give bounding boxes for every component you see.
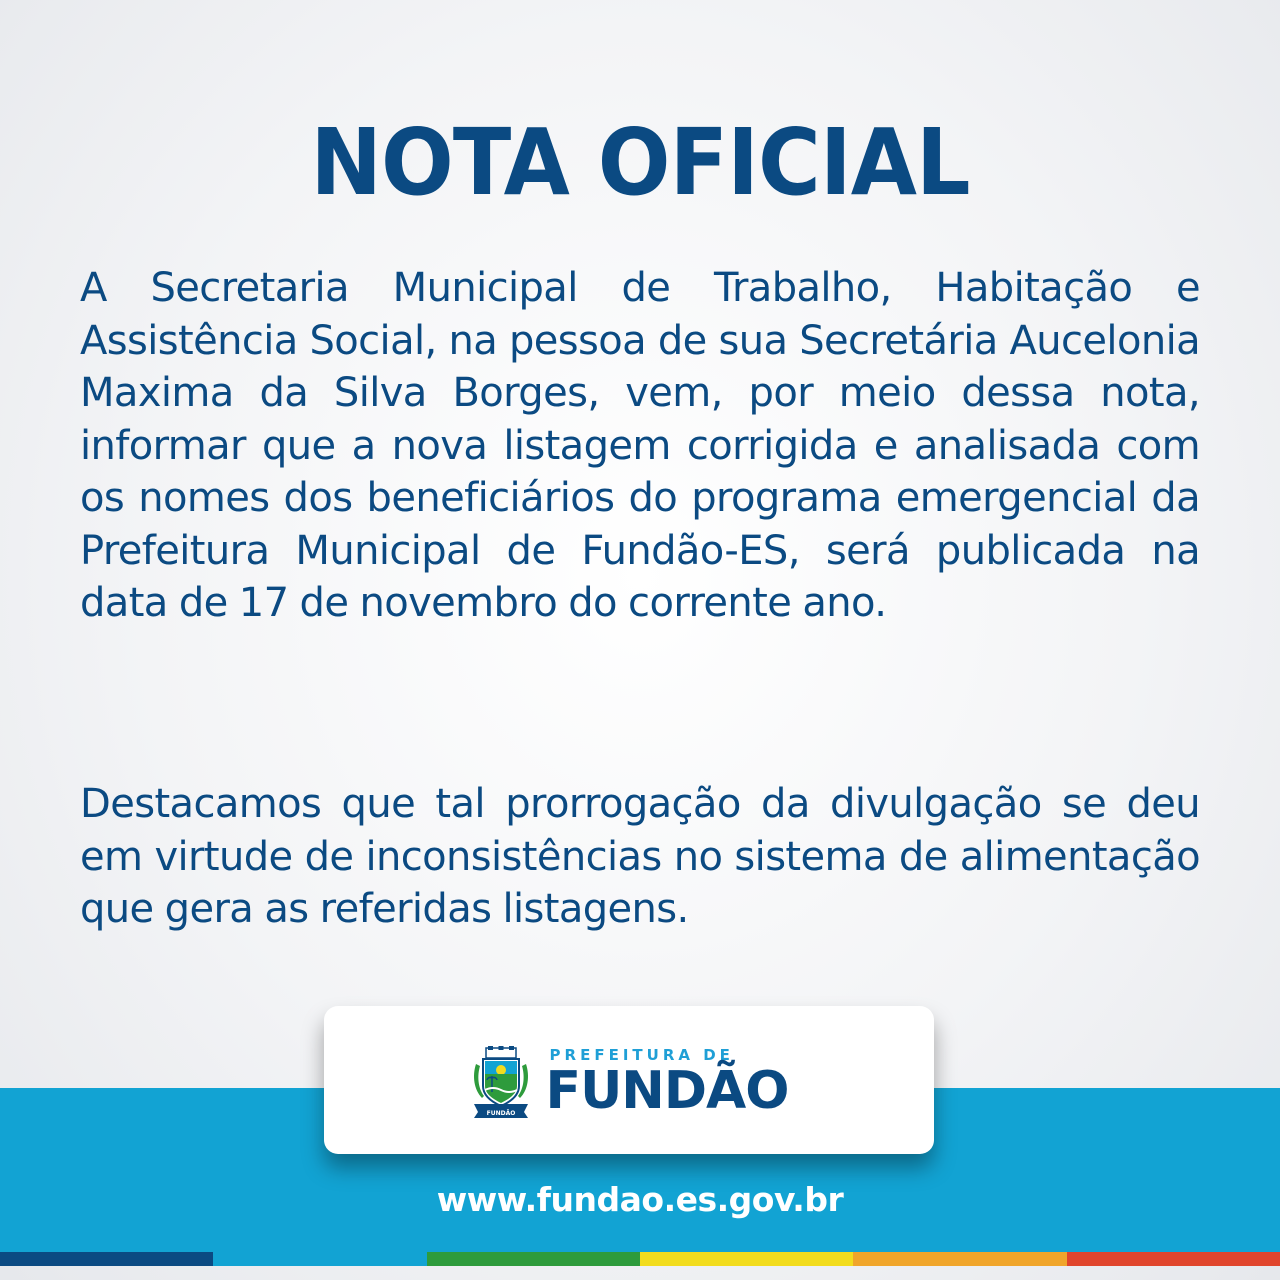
stripe-green [427, 1252, 640, 1266]
svg-text:FUNDÃO: FUNDÃO [486, 1110, 515, 1117]
brand-top-text: PREFEITURA DE [549, 1045, 734, 1064]
prefeitura-logo [470, 1045, 789, 1121]
website-link[interactable]: www.fundao.es.gov.br [436, 1180, 844, 1219]
color-stripes [0, 1252, 1280, 1266]
stripe-red [1067, 1252, 1280, 1266]
brand-main-text: FUNDÃO [545, 1060, 789, 1121]
stripe-orange [853, 1252, 1066, 1266]
logo-card [324, 1006, 934, 1154]
paragraph-explanation: Destacamos que tal prorrogação da divulgação se deu em virtude de inconsistências no sistema de alimentação que gera as referidas listagens. [80, 781, 1200, 932]
paragraph-announcement: A Secretaria Municipal de Trabalho, Habitação e Assistência Social, na pessoa de sua Secretária Aucelonia Maxima da Silva Borges, vem, por meio dessa nota, informar que a nova listagem corrigida e analisada com os nomes dos beneficiários do programa emergencial da Prefeitura Municipal de Fundão-ES, será publicada na data de 17 de novembro do corrente ano. [80, 265, 1200, 626]
page-title: NOTA OFICIAL [310, 109, 970, 216]
coat-of-arms-icon [470, 1046, 532, 1118]
stripe-navy [0, 1252, 213, 1266]
stripe-yellow [640, 1252, 853, 1266]
stripe-cyan [213, 1252, 426, 1266]
brand-wordmark [545, 1045, 789, 1121]
